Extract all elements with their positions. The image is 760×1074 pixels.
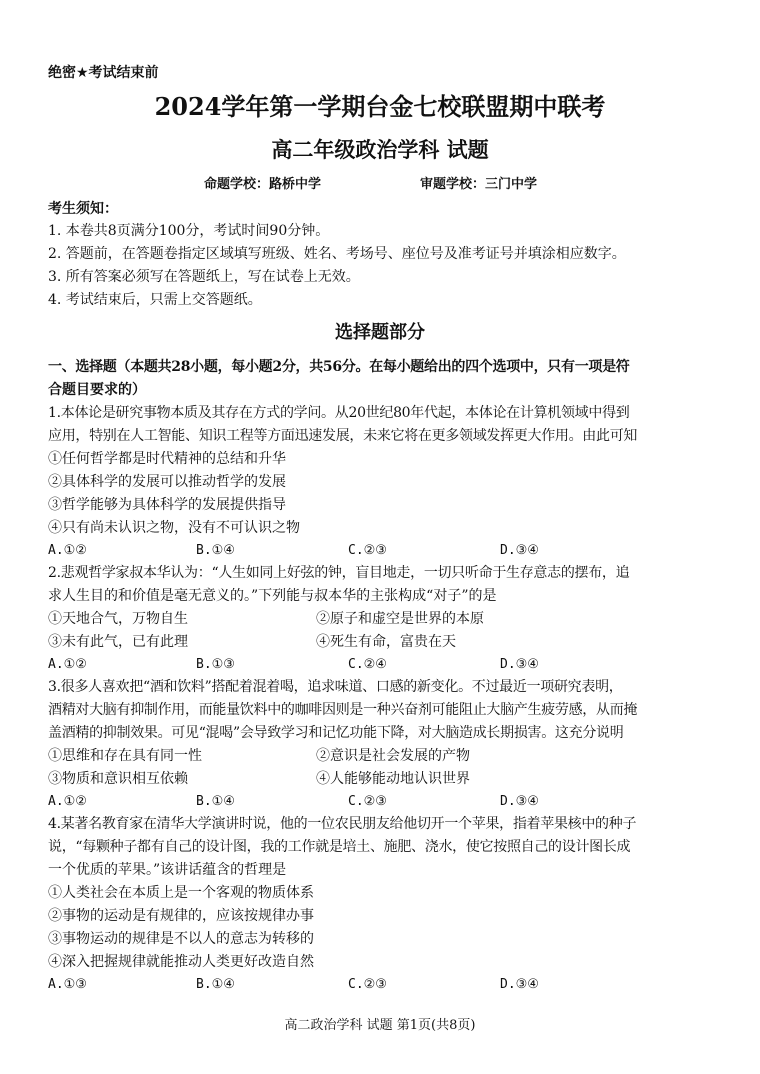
option-a[interactable]: A.①② bbox=[48, 657, 87, 672]
option-b[interactable]: B.①④ bbox=[196, 977, 235, 992]
option-c[interactable]: C.②④ bbox=[348, 657, 387, 672]
statement: ①任何哲学都是时代精神的总结和升华 bbox=[48, 451, 286, 467]
question-4-stem: 4.某著名教育家在清华大学演讲时说，他的一位农民朋友给他切开一个苹果，指着苹果核中的种子 bbox=[48, 816, 637, 832]
option-a[interactable]: A.①③ bbox=[48, 977, 87, 992]
question-3-stem: 3.很多人喜欢把“酒和饮料”搭配着混着喝，追求味道、口感的新变化。不过最近一项研究表明， bbox=[48, 679, 623, 695]
statement: ④深入把握规律就能推动人类更好改造自然 bbox=[48, 954, 314, 970]
setter-school: 命题学校：路桥中学 bbox=[204, 177, 322, 192]
option-b[interactable]: B.①③ bbox=[196, 657, 235, 672]
option-c[interactable]: C.②③ bbox=[348, 794, 387, 809]
option-d[interactable]: D.③④ bbox=[500, 977, 539, 992]
option-d[interactable]: D.③④ bbox=[500, 794, 539, 809]
section-instruction: 合题目要求的） bbox=[48, 382, 146, 398]
option-c[interactable]: C.②③ bbox=[348, 977, 387, 992]
statement: ③事物运动的规律是不以人的意志为转移的 bbox=[48, 931, 314, 947]
statement: ②事物的运动是有规律的，应该按规律办事 bbox=[48, 908, 314, 924]
option-a[interactable]: A.①② bbox=[48, 543, 87, 558]
question-2-stem: 2.悲观哲学家叔本华认为：“人生如同上好弦的钟，盲目地走，一切只听命于生存意志的摆布，追 bbox=[48, 565, 630, 581]
statement: ③哲学能够为具体科学的发展提供指导 bbox=[48, 497, 286, 513]
notice-item: 1. 本卷共8页满分100分，考试时间90分钟。 bbox=[48, 223, 330, 239]
question-4-stem: 一个优质的苹果。”该讲话蕴含的哲理是 bbox=[48, 862, 287, 878]
reviewer-school: 审题学校：三门中学 bbox=[420, 177, 538, 192]
question-4-stem: 说，“每颗种子都有自己的设计图，我的工作就是培土、施肥、浇水，使它按照自己的设计图长成 bbox=[48, 839, 631, 855]
section-instruction: 一、选择题（本题共28小题，每小题2分，共56分。在每小题给出的四个选项中，只有一项是符 bbox=[48, 359, 630, 375]
option-d[interactable]: D.③④ bbox=[500, 543, 539, 558]
statement: ④只有尚未认识之物，没有不可认识之物 bbox=[48, 520, 300, 536]
secret-label: 绝密★考试结束前 bbox=[48, 65, 159, 81]
question-1-stem: 1.本体论是研究事物本质及其存在方式的学问。从20世纪80年代起，本体论在计算机领域中得到 bbox=[48, 405, 630, 421]
exam-subtitle: 高二年级政治学科 试题 bbox=[271, 137, 489, 162]
statement: ③物质和意识相互依赖 bbox=[48, 771, 188, 787]
option-d[interactable]: D.③④ bbox=[500, 657, 539, 672]
statement: ②原子和虚空是世界的本原 bbox=[316, 611, 484, 627]
page-footer: 高二政治学科 试题 第1页(共8页) bbox=[284, 1018, 476, 1033]
statement: ②具体科学的发展可以推动哲学的发展 bbox=[48, 474, 286, 490]
option-a[interactable]: A.①② bbox=[48, 794, 87, 809]
statement: ②意识是社会发展的产物 bbox=[316, 748, 470, 764]
statement: ①天地合气，万物自生 bbox=[48, 611, 188, 627]
notice-item: 3. 所有答案必须写在答题纸上，写在试卷上无效。 bbox=[48, 269, 360, 285]
notice-heading: 考生须知： bbox=[48, 201, 118, 217]
option-b[interactable]: B.①④ bbox=[196, 794, 235, 809]
statement: ④人能够能动地认识世界 bbox=[316, 771, 470, 787]
exam-title: 2024学年第一学期台金七校联盟期中联考 bbox=[154, 92, 606, 121]
notice-item: 4. 考试结束后，只需上交答题纸。 bbox=[48, 292, 262, 308]
question-3-stem: 盖酒精的抑制效果。可见“混喝”会导致学习和记忆功能下降，对大脑造成长期损害。这充分说明 bbox=[48, 725, 624, 741]
statement: ①思维和存在具有同一性 bbox=[48, 748, 202, 764]
notice-item: 2. 答题前，在答题卷指定区域填写班级、姓名、考场号、座位号及准考证号并填涂相应数字。 bbox=[48, 246, 626, 262]
question-1-stem: 应用，特别在人工智能、知识工程等方面迅速发展，未来它将在更多领域发挥更大作用。由此可知 bbox=[48, 428, 638, 444]
statement: ①人类社会在本质上是一个客观的物质体系 bbox=[48, 885, 314, 901]
question-2-stem: 求人生目的和价值是毫无意义的。”下列能与叔本华的主张构成“对子”的是 bbox=[48, 588, 497, 604]
statement: ④死生有命，富贵在天 bbox=[316, 634, 456, 650]
question-3-stem: 酒精对大脑有抑制作用，而能量饮料中的咖啡因则是一种兴奋剂可能阻止大脑产生疲劳感，从而掩 bbox=[48, 702, 638, 718]
statement: ③未有此气，已有此理 bbox=[48, 634, 188, 650]
option-b[interactable]: B.①④ bbox=[196, 543, 235, 558]
option-c[interactable]: C.②③ bbox=[348, 543, 387, 558]
section-title: 选择题部分 bbox=[335, 322, 425, 343]
